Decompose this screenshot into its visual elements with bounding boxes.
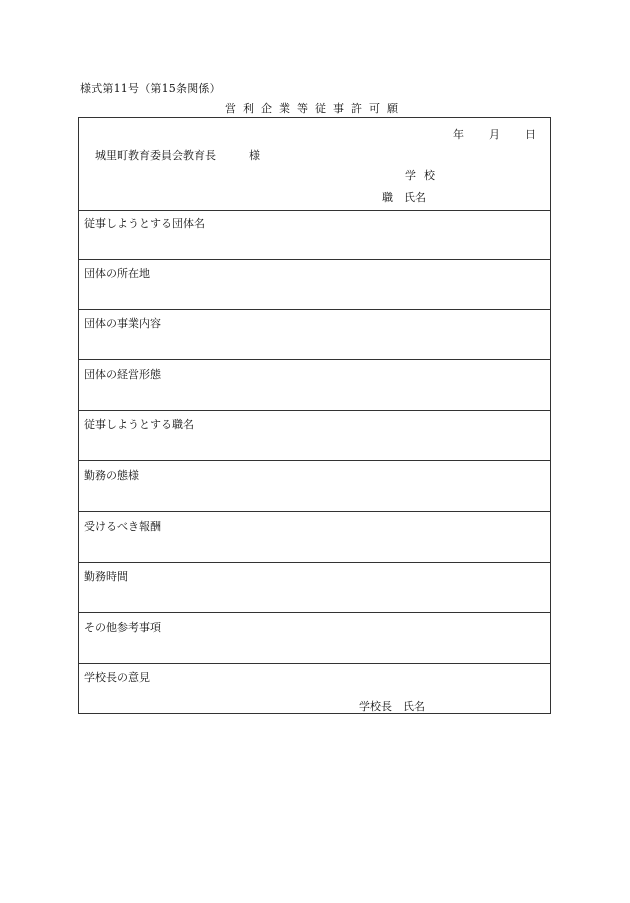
- row-principal-opinion: [79, 664, 550, 714]
- row-label: 従事しようとする職名: [84, 418, 194, 431]
- form-title: 営利企業等従事許可願: [225, 102, 405, 115]
- form-header: [79, 118, 550, 211]
- row-label: 団体の所在地: [84, 267, 150, 280]
- row-label: 団体の事業内容: [84, 317, 161, 330]
- row-label: その他参考事項: [84, 621, 161, 634]
- row-organization-name: [79, 210, 550, 260]
- school-label: 学校: [405, 169, 443, 182]
- addressee: 城里町教育委員会教育長: [95, 149, 216, 162]
- date-month-label: 月: [489, 128, 500, 141]
- row-organization-address: [79, 260, 550, 310]
- date-year-label: 年: [453, 128, 464, 141]
- principal-signature-label: 学校長 氏名: [359, 700, 425, 713]
- row-work-style: [79, 462, 550, 512]
- row-compensation: [79, 513, 550, 563]
- row-label: 学校長の意見: [84, 671, 150, 684]
- application-form: [78, 117, 551, 714]
- row-management-form: [79, 361, 550, 411]
- form-number: 様式第11号（第15条関係）: [80, 82, 221, 95]
- row-label: 団体の経営形態: [84, 368, 161, 381]
- row-label: 勤務の態様: [84, 469, 139, 482]
- addressee-honorific: 様: [249, 149, 260, 162]
- row-label: 受けるべき報酬: [84, 520, 161, 533]
- row-business-content: [79, 310, 550, 360]
- date-day-label: 日: [525, 128, 536, 141]
- row-working-hours: [79, 563, 550, 613]
- position-name-label: 職 氏名: [382, 191, 426, 204]
- row-label: 勤務時間: [84, 570, 128, 583]
- row-label: 従事しようとする団体名: [84, 217, 205, 230]
- row-job-title: [79, 411, 550, 461]
- row-other-notes: [79, 614, 550, 664]
